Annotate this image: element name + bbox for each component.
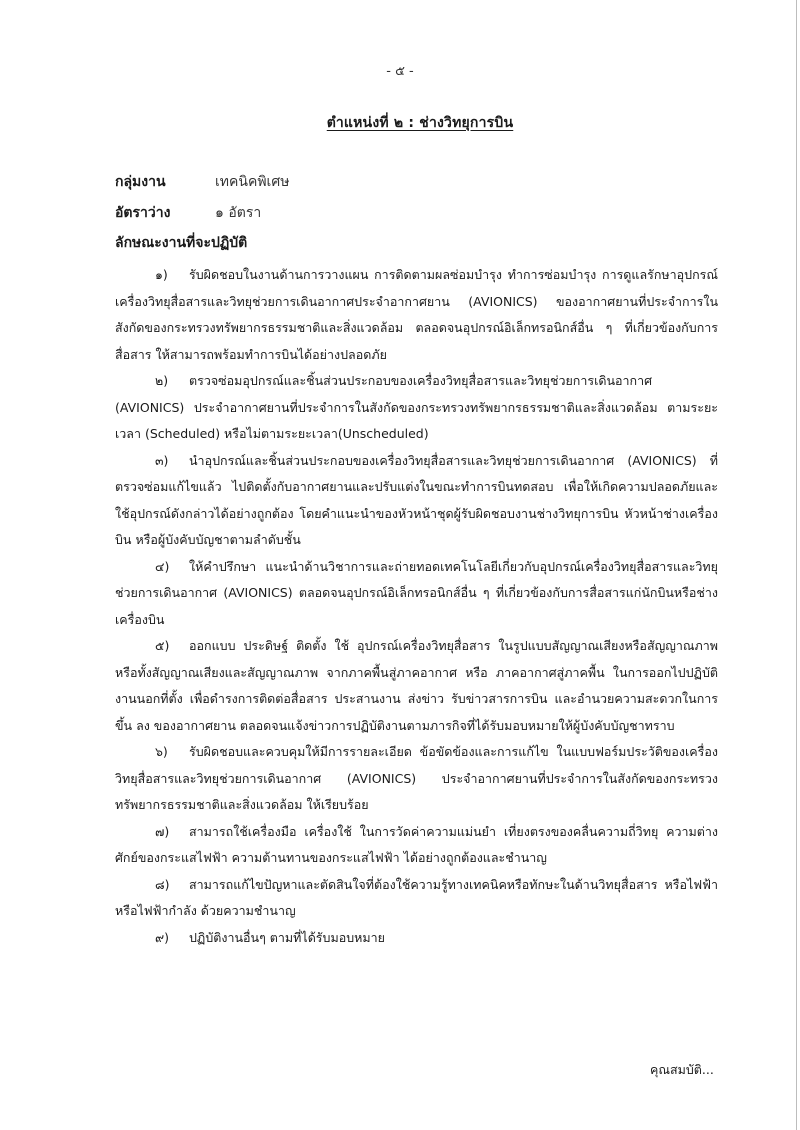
- duty-text: สามารถแก้ไขปัญหาและตัดสินใจที่ต้องใช้ความรู้ทางเทคนิคหรือทักษะในด้านวิทยุสื่อสาร หรือไฟฟ้า หรือไฟฟ้ากำลัง ด้วยความชำนาญ: [115, 876, 718, 918]
- field-label: กลุ่มงาน: [115, 174, 166, 190]
- duty-item: [115, 872, 718, 925]
- page-edge-divider: [796, 0, 797, 1130]
- duty-text: ตรวจซ่อมอุปกรณ์และชิ้นส่วนประกอบของเครื่องวิทยุสื่อสารและวิทยุช่วยการเดินอากาศ (AVIONICS) ประจำอากาศยานที่ประจำการในสังกัดของกระทรวงทรัพยากรธรรมชาติและสิ่งแวดล้อม ตามระยะเวลา (Scheduled) หรือไม่ตามระยะเวลา(Unscheduled): [115, 373, 718, 441]
- page-number: - ๕ -: [386, 64, 414, 79]
- field-vacancies: [115, 202, 261, 224]
- duty-number: ๙): [155, 929, 170, 945]
- continuation-note: คุณสมบัติ...: [650, 1062, 714, 1077]
- duty-item: [115, 819, 718, 872]
- duty-number: ๘): [155, 876, 170, 892]
- position-title: ตำแหน่งที่ ๒ : ช่างวิทยุการบิน: [326, 115, 514, 131]
- duty-number: ๔): [155, 558, 170, 574]
- field-value: เทคนิคพิเศษ: [215, 174, 290, 190]
- duty-item: [115, 368, 718, 448]
- duty-text: ออกแบบ ประดิษฐ์ ติดตั้ง ใช้ อุปกรณ์เครื่องวิทยุสื่อสาร ในรูปแบบสัญญาณเสียงหรือสัญญาณภาพ หรือทั้งสัญญาณเสียงและสัญญาณภาพ จากภาคพื้นสู่ภาคอากาศ หรือ ภาคอากาศสู่ภาคพื้น ในการออกไปปฏิบัติงานนอกที่ตั้ง เพื่อดำรงการติดต่อสื่อสาร ประสานงาน ส่งข่าว รับข่าวสารการบิน และอำนวยความสะดวกในการขึ้น ลง ของอากาศยาน ตลอดจนแจ้งข่าวการปฏิบัติงานตามภารกิจที่ได้รับมอบหมายให้ผู้บังคับบัญชาทราบ: [115, 638, 718, 733]
- section-heading: ลักษณะงานที่จะปฏิบัติ: [115, 235, 248, 251]
- duty-number: ๑): [155, 267, 168, 282]
- duty-text: นำอุปกรณ์และชิ้นส่วนประกอบของเครื่องวิทยุสื่อสารและวิทยุช่วยการเดินอากาศ (AVIONICS) ที่ตรวจซ่อมแก้ไขแล้ว ไปติดตั้งกับอากาศยานและปรับแต่งในขณะทำการบินทดสอบ เพื่อให้เกิดความปลอดภัยและใช้อุปกรณ์ดังกล่าวได้อย่างถูกต้อง โดยคำแนะนำของหัวหน้าชุดผู้รับผิดชอบงานช่างวิทยุการบิน หัวหน้าช่างเครื่องบิน หรือผู้บังคับบัญชาตามลำดับชั้น: [115, 452, 718, 547]
- duty-text: รับผิดชอบและควบคุมให้มีการรายละเอียด ข้อขัดข้องและการแก้ไข ในแบบฟอร์มประวัติของเครื่องวิทยุสื่อสารและวิทยุช่วยการเดินอากาศ (AVIONICS) ประจำอากาศยานที่ประจำการในสังกัดของกระทรวงทรัพยากรธรรมชาติและสิ่งแวดล้อม ให้เรียบร้อย: [115, 744, 718, 812]
- duty-text: ให้คำปรึกษา แนะนำด้านวิชาการและถ่ายทอดเทคโนโลยีเกี่ยวกับอุปกรณ์เครื่องวิทยุสื่อสารและวิทยุช่วยการเดินอากาศ (AVIONICS) ตลอดจนอุปกรณ์อิเล็กทรอนิกส์อื่น ๆ ที่เกี่ยวข้องกับการสื่อสารแก่นักบินหรือช่างเครื่องบิน: [115, 558, 718, 627]
- duty-item: [115, 448, 718, 554]
- duty-item: [115, 262, 718, 368]
- field-label: อัตราว่าง: [115, 205, 171, 221]
- duties-list: [115, 262, 718, 951]
- duty-item: [115, 739, 718, 819]
- duty-item: [115, 633, 718, 739]
- duty-number: ๓): [155, 452, 169, 468]
- field-value: ๑ อัตรา: [215, 205, 262, 221]
- duty-number: ๖): [155, 744, 168, 759]
- duty-item: [115, 925, 718, 952]
- duty-number: ๗): [155, 823, 170, 839]
- field-work-group: [115, 171, 289, 193]
- duty-number: ๒): [155, 373, 169, 388]
- duty-item: [115, 554, 718, 634]
- duty-text: รับผิดชอบในงานด้านการวางแผน การติดตามผลซ่อมบำรุง ทำการซ่อมบำรุง การดูแลรักษาอุปกรณ์เครื่องวิทยุสื่อสารและวิทยุช่วยการเดินอากาศประจำอากาศยาน (AVIONICS) ของอากาศยานที่ประจำการในสังกัดของกระทรวงทรัพยากรธรรมชาติและสิ่งแวดล้อม ตลอดจนอุปกรณ์อิเล็กทรอนิกส์อื่น ๆ ที่เกี่ยวข้องกับการสื่อสาร ให้สามารถพร้อมทำการบินได้อย่างปลอดภัย: [115, 267, 718, 362]
- duty-text: สามารถใช้เครื่องมือ เครื่องใช้ ในการวัดค่าความแม่นยำ เที่ยงตรงของคลื่นความถี่วิทยุ ความต่างศักย์ของกระแสไฟฟ้า ความต้านทานของกระแสไฟฟ้า ได้อย่างถูกต้องและชำนาญ: [115, 823, 718, 865]
- duty-text: ปฏิบัติงานอื่นๆ ตามที่ได้รับมอบหมาย: [189, 929, 385, 945]
- duty-number: ๕): [155, 638, 170, 653]
